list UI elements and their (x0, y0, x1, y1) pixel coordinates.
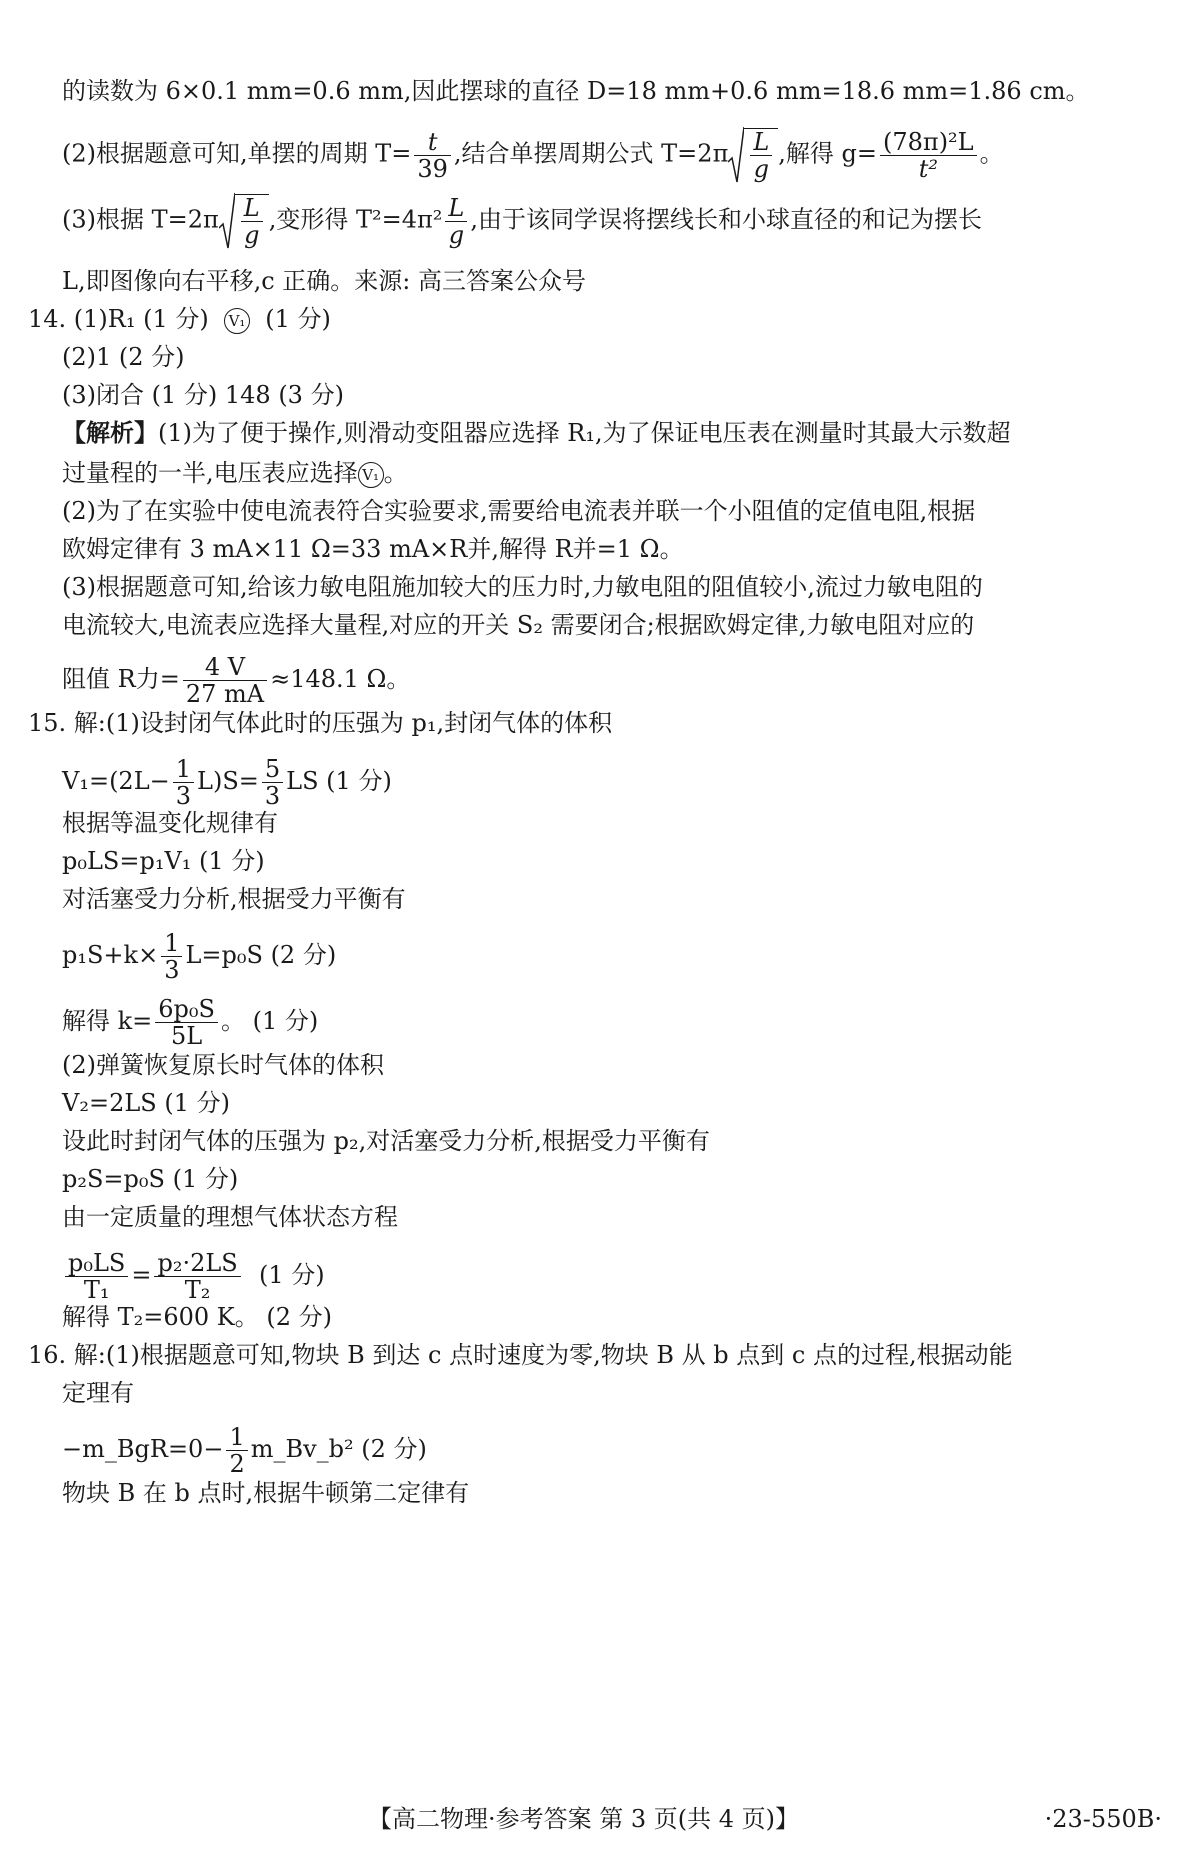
analysis-line: 电流较大,电流表应选择大量程,对应的开关 S₂ 需要闭合;根据欧姆定律,力敏电阻对应的 (62, 611, 975, 639)
text-run: ≈148.1 Ω。 (270, 665, 411, 693)
text-run: L=p₀S (2 分) (185, 941, 337, 969)
fraction-denominator: g (448, 220, 465, 249)
text-run: (1 分) (259, 1261, 325, 1289)
fraction-denominator: 5L (171, 1022, 203, 1050)
fraction (414, 129, 451, 182)
text-run: (1)为了便于操作,则滑动变阻器应选择 R₁,为了保证电压表在测量时其最大示数超 (158, 419, 1011, 447)
fraction (155, 996, 218, 1049)
text-run: = (131, 1261, 152, 1289)
fraction (241, 195, 263, 248)
analysis-line: (3)根据题意可知,给该力敏电阻施加较大的压力时,力敏电阻的阻值较小,流过力敏电阻的 (62, 573, 983, 601)
fraction-numerator: L (445, 195, 467, 222)
analysis-line: 欧姆定律有 3 mA×11 Ω=33 mA×R并,解得 R并=1 Ω。 (62, 535, 684, 563)
equation-line (62, 930, 336, 983)
text-run: 14. (1)R₁ (1 分) (28, 305, 209, 333)
square-root (219, 192, 269, 250)
text-run: (3)根据 T=2π (62, 205, 219, 234)
fraction (880, 129, 977, 182)
text-run: m_Bv_b² (2 分) (250, 1435, 427, 1463)
fraction-denominator: 27 mA (185, 680, 265, 708)
fraction-numerator: 1 (226, 1424, 247, 1451)
square-root (728, 126, 778, 184)
fraction-denominator: 3 (175, 782, 192, 810)
fraction-denominator: 39 (417, 154, 448, 183)
footer-page-label: 【高二物理·参考答案 第 3 页(共 4 页)】 (368, 1805, 800, 1833)
text-run: ,变形得 T²=4π² (268, 205, 443, 234)
analysis-line (62, 654, 410, 707)
text-line: 物块 B 在 b 点时,根据牛顿第二定律有 (62, 1479, 470, 1507)
text-run: 。 (979, 139, 1004, 168)
question-14-answer-3: (3)闭合 (1 分) 148 (3 分) (62, 381, 344, 409)
fraction-denominator: g (244, 221, 260, 249)
fraction-numerator: L (750, 129, 772, 156)
question-15-heading: 15. 解:(1)设封闭气体此时的压强为 p₁,封闭气体的体积 (28, 709, 613, 737)
analysis-line: (2)为了在实验中使电流表符合实验要求,需要给电流表并联一个小阻值的定值电阻,根据 (62, 497, 976, 525)
text-line: 对活塞受力分析,根据受力平衡有 (62, 885, 406, 913)
fraction-numerator: p₀LS (65, 1250, 128, 1277)
text-run: −m_BgR=0− (62, 1435, 224, 1463)
text-line: 由一定质量的理想气体状态方程 (62, 1203, 398, 1231)
text-line: L,即图像向右平移,c 正确。来源: 高三答案公众号 (62, 267, 586, 295)
text-run: ,由于该同学误将摆线长和小球直径的和记为摆长 (470, 205, 982, 234)
equation-line (62, 1250, 325, 1303)
fraction (262, 756, 283, 809)
fraction-numerator: 1 (161, 930, 182, 957)
text-run: p₁S+k× (62, 941, 159, 969)
analysis-tag: 【解析】 (62, 418, 158, 447)
fraction (65, 1250, 128, 1303)
equation-line (62, 1424, 427, 1477)
text-run: 解得 k= (62, 1007, 153, 1035)
fraction-denominator: 2 (229, 1450, 245, 1478)
fraction (154, 1250, 240, 1303)
fraction-denominator: T₂ (184, 1276, 211, 1304)
text-run: L)S= (197, 767, 259, 795)
text-run: 阻值 R力= (62, 665, 180, 693)
equation-line (62, 756, 392, 809)
text-run: 。 (1 分) (220, 1007, 319, 1035)
equation-line (62, 996, 318, 1049)
fraction (161, 930, 182, 983)
fraction-numerator: 5 (262, 756, 283, 783)
text-run: V₁=(2L− (62, 767, 170, 795)
fraction (750, 129, 772, 182)
text-line: (2)弹簧恢复原长时气体的体积 (62, 1051, 384, 1079)
fraction (173, 756, 194, 809)
equation-line: V₂=2LS (1 分) (62, 1089, 230, 1117)
voltmeter-v1-icon: V₁ (358, 462, 384, 488)
fraction-denominator: t² (918, 154, 938, 183)
fraction-numerator: 1 (173, 756, 194, 783)
text-run: LS (1 分) (286, 767, 392, 795)
fraction-numerator: 6p₀S (155, 996, 218, 1023)
voltmeter-v1-icon: V₁ (224, 308, 250, 334)
text-line: 定理有 (62, 1379, 134, 1407)
fraction (183, 654, 267, 707)
text-run: ,结合单摆周期公式 T=2π (453, 139, 729, 168)
question-14-answer-1 (28, 302, 331, 336)
text-run: ,解得 g= (778, 139, 878, 168)
fraction (226, 1424, 247, 1477)
text-line (62, 192, 982, 250)
question-16-heading: 16. 解:(1)根据题意可知,物块 B 到达 c 点时速度为零,物块 B 从 b 点到 c 点的过程,根据动能 (28, 1341, 1013, 1369)
fraction-numerator: L (241, 195, 263, 222)
footer-document-code: ·23-550B· (1044, 1805, 1162, 1833)
text-run: (1 分) (265, 305, 331, 333)
text-line (62, 126, 1004, 184)
text-run: 过量程的一半,电压表应选择 (62, 459, 358, 487)
fraction-denominator: 3 (164, 956, 180, 984)
text-run: 。 (383, 459, 408, 487)
question-14-answer-2: (2)1 (2 分) (62, 343, 185, 371)
fraction-numerator: (78π)²L (880, 129, 977, 156)
analysis-line (62, 456, 408, 490)
fraction-denominator: T₁ (83, 1276, 110, 1304)
fraction-numerator: t (414, 129, 451, 156)
fraction-denominator: g (753, 155, 769, 183)
equation-line: 解得 T₂=600 K。 (2 分) (62, 1303, 332, 1331)
equation-line: p₀LS=p₁V₁ (1 分) (62, 847, 265, 875)
fraction-denominator: 3 (264, 782, 281, 810)
text-line: 根据等温变化规律有 (62, 809, 278, 837)
fraction-numerator: p₂·2LS (154, 1250, 240, 1277)
text-run: (2)根据题意可知,单摆的周期 T= (62, 139, 412, 168)
fraction (445, 195, 467, 248)
fraction-numerator: 4 V (183, 654, 267, 681)
text-line: 设此时封闭气体的压强为 p₂,对活塞受力分析,根据受力平衡有 (62, 1127, 710, 1155)
analysis-line (62, 416, 1011, 450)
text-line: 的读数为 6×0.1 mm=0.6 mm,因此摆球的直径 D=18 mm+0.6 mm=18.6 mm=1.86 cm。 (62, 77, 1090, 105)
equation-line: p₂S=p₀S (1 分) (62, 1165, 239, 1193)
